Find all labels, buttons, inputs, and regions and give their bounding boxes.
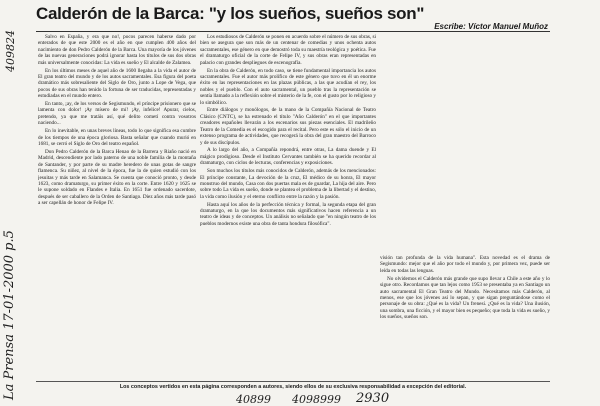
paragraph: visión tan profunda de la vida humana". Esta novedad es el drama de Segismundo: mejor que el año por todo el mundo y, por primera vez, puede ser leída en todas las lenguas. [380, 255, 550, 274]
header-rule [36, 31, 550, 32]
handwritten-source-note: La Prensa 17-01-2000 p.5 [2, 230, 17, 400]
paragraph: Entre diálogos y monólogos, de la mano de la Compañía Nacional de Teatro Clásico (CNTC), se ha estrenado el título "Año Calderón" en el que importantes creadores españoles llevarán a los escenarios sus piezas esenciales. El madrileño Teatro de la Comedia es el escogido para el recital. Pero este es sólo el inicio de un extenso programa de actividades, que recogerá la obra del gran maestro del Barroco y de sus discípulos. [200, 107, 376, 146]
paragraph: Salvo en España, y era que no!, pocos parecen haberse dado por enterados de que este 2000 es el año en que cumplen 400 años del nacimiento de don Pedro Calderón de la Barca. Una mayoría de los jóvenes de las nuevas generaciones podrá ignorar hasta los títulos de sus dos obras más universalmente conocidas: La vida es sueño y El alcalde de Zalamea. [38, 34, 196, 66]
paragraph: Don Pedro Calderón de la Barca Henao de la Barrera y Riaño nació en Madrid, descendiente por lado paterno de una noble familia de la montaña de Santander, y por parte de su madre heredero de unas gotas de sangre flamenca. Su niñez, al nivel de la época, fue la de quien estudió con los jesuitas y más tarde en Salamanca. Se cuenta que conoció pronto, y desde 1623, como dramaturgo, su primer éxito en la corte. Entre 1620 y 1625 se le supone soldado en Flandes e Italia. En 1651 fue ordenado sacerdote, después de ser caballero de la Orden de Santiago. Diez años más tarde pasó a ser capellán de honor de Felipe IV. [38, 148, 196, 207]
article-column-2 [200, 34, 376, 374]
paragraph: En la obra de Calderón, en todo caso, se tiene fundamental importancia los autos sacramentales. Fue el autor más prolífico de este género que tuvo en él un enorme éxito en las representaciones en las plazas públicas, a las que acudían el rey, los nobles y el pueblo. Con el auto sacramental, un pueblo tras la representación se sentía llamado a la reflexión sobre el misterio de la fe, con el gusto por lo religioso y lo simbólico. [200, 67, 376, 106]
article-headline: Calderón de la Barca: "y los sueños, sueños son" [36, 4, 425, 23]
paragraph: No olvidemos el Calderón más grande que supo llevar a Chile a este año y lo sigue otro. Recordamos que tan lejos como 1953 se presentaba ya en Santiago un auto sacramental El Gran Teatro del Mundo. Necesitamos más Calderón, al menos, ese que los jóvenes así lo sepan, y que sigan preguntándose como el personaje de su obra: ¿Qué es la vida? Un frenesí. ¿Qué es la vida? Una ilusión, una sombra, una ficción, y el mayor bien es pequeño; que toda la vida es sueño, y los sueños, sueños son. [380, 275, 550, 321]
paragraph: Hasta aquí los años de la perfección técnica y formal, la segunda etapa del gran dramaturgo, en la que los documentos más significativos hacen referencia a un teatro de ideas y de conceptos. Un análisis no señalado que "en ningún teatro de los pueblos modernos existe una obra de tanta hondura filosófica". [200, 201, 376, 227]
handwritten-number: 40899 [236, 393, 271, 406]
blank-space [382, 34, 552, 252]
article-author: Escribe: Víctor Manuel Muñoz [434, 22, 548, 31]
paragraph: En lo inevitable, en unas breves líneas, todo lo que significa esa cumbre de los tiempos de una época gloriosa. Basta señalar que cuando murió en 1681, se cerró el Siglo de Oro del teatro español. [38, 128, 196, 147]
paragraph: En los últimos meses de aquel año de 1600 llegaba a la vida el autor de El gran teatro del mundo y de los autos sacramentales. Esa figura del poeta dramático más sobresaliente del Siglo de Oro, junto a Lope de Vega, que pocos de sus obras han tenido la fortuna de ser traducidas, representadas y estudiadas en el mundo entero. [38, 67, 196, 100]
article-column-1 [38, 34, 196, 374]
paragraph: Son muchos los títulos más conocidos de Calderón, además de los mencionados: El príncipe constante, La devoción de la cruz, El médico de su honra, El mayor monstruo del mundo, Casa con dos puertas mala es de guardar, La hija del aire. Pero sobre todo La vida es sueño, donde se plantea el problema de la libertad y el destino, la vida como ilusión y el eterno conflicto entre la razón y la pasión. [200, 168, 376, 200]
disclaimer-footer: Los conceptos vertidos en esta página corresponden a autores, siendo ellos de su exclusiva responsabilidad a excepción del editorial. [119, 384, 467, 390]
footer-rule [36, 381, 550, 382]
handwritten-archive-number: 409824 [4, 30, 17, 72]
paragraph: Los estudiosos de Calderón se ponen en acuerdo sobre el número de sus obras, si bien se asegura que son más de un centenar de comedias y unos ochenta autos sacramentales, ese género en que demostró toda su maestría teológica y poética. Fue el dramaturgo oficial de la corte de Felipe IV, y sus obras eran representadas en palacio con grandes despliegues de escenografía. [200, 34, 376, 66]
handwritten-number: 4098999 [292, 393, 341, 406]
handwritten-number: 2930 [356, 391, 390, 406]
article-column-3 [380, 255, 550, 375]
paragraph: A lo largo del año, a Compañía repondrá, entre otras, La dama duende y El mágico prodigioso. Desde el Instituto Cervantes también se ha querido recordar al dramaturgo, con ciclos de lecturas, conferencias y exposiciones. [200, 147, 376, 167]
paragraph: En tanto, ¡ay, de los versos de Segismundo, el príncipe prisionero que se lamenta con dolor! ¡Ay mísero de mí! ¡Ay, infelice! Apurar, cielos, pretendo, ya que me tratáis así, qué delito cometí contra vosotros naciendo... [38, 101, 196, 127]
